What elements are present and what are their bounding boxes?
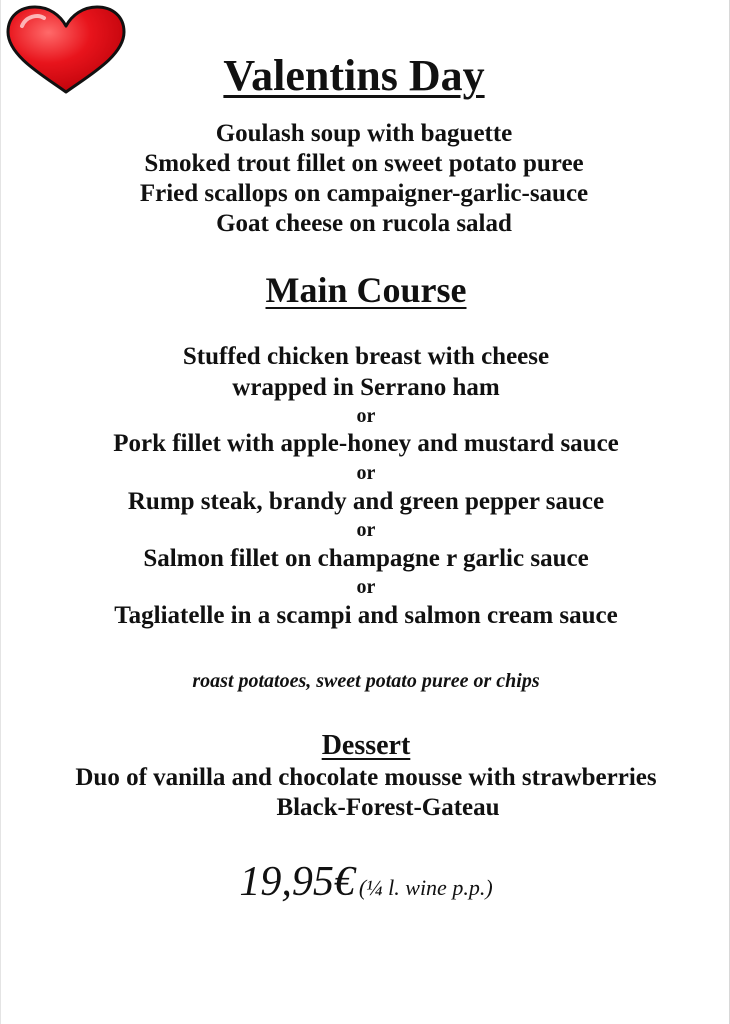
main-dish-line: wrapped in Serrano ham	[232, 374, 500, 401]
or-separator: or	[356, 405, 376, 427]
main-course-heading: Main Course	[265, 270, 467, 310]
starter-item: Goulash soup with baguette	[215, 120, 513, 147]
or-separator: or	[356, 576, 376, 598]
starter-item: Goat cheese on rucola salad	[216, 210, 512, 237]
starter-item: Smoked trout fillet on sweet potato puree	[144, 150, 584, 177]
main-dish-line: Stuffed chicken breast with cheese	[182, 343, 550, 370]
price-row	[1, 858, 730, 906]
price-amount: 19,95€	[239, 859, 355, 905]
dessert-item: Black-Forest-Gateau	[276, 794, 500, 821]
or-separator: or	[356, 519, 376, 541]
main-dish-line: Tagliatelle in a scampi and salmon cream sauce	[114, 602, 618, 629]
main-dish-line: Rump steak, brandy and green pepper sauce	[127, 488, 605, 515]
sides-note: roast potatoes, sweet potato puree or chips	[192, 670, 540, 692]
starter-item: Fried scallops on campaigner-garlic-sauce	[139, 180, 589, 207]
menu-title: Valentins Day	[223, 51, 485, 100]
dessert-item: Duo of vanilla and chocolate mousse with strawberries	[75, 764, 657, 791]
dessert-heading: Dessert	[321, 730, 411, 761]
wine-note: (¼ l. wine p.p.)	[358, 875, 493, 900]
main-dish-line: Salmon fillet on champagne r garlic sauce	[143, 545, 589, 572]
or-separator: or	[356, 462, 376, 484]
main-dish-line: Pork fillet with apple-honey and mustard sauce	[113, 430, 619, 457]
